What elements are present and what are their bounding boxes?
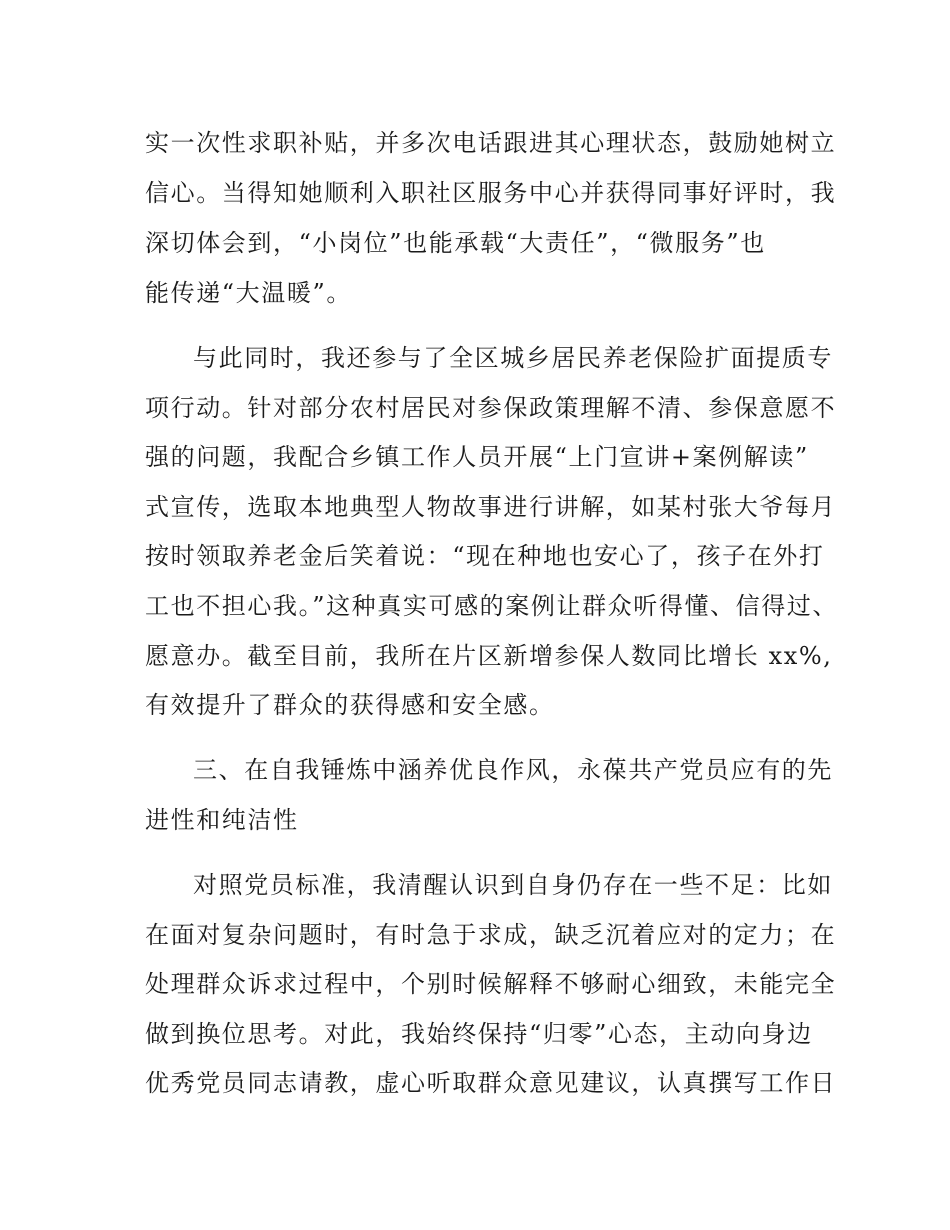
paragraph-line: 做到换位思考。对此，我始终保持“归零”心态，主动向身边 <box>145 1020 813 1048</box>
section-heading-line: 进性和纯洁性 <box>145 806 299 834</box>
paragraph-line: 能传递“大温暖”。 <box>145 279 352 307</box>
paragraph-line: 对照党员标准，我清醒认识到自身仍存在一些不足：比如 <box>193 871 833 899</box>
paragraph-line: 在面对复杂问题时，有时急于求成，缺乏沉着应对的定力；在 <box>145 921 837 949</box>
paragraph-line: 实一次性求职补贴，并多次电话跟进其心理状态，鼓励她树立 <box>145 129 837 157</box>
paragraph-line: 项行动。针对部分农村居民对参保政策理解不清、参保意愿不 <box>145 394 837 422</box>
paragraph-line: 有效提升了群众的获得感和安全感。 <box>145 691 555 719</box>
paragraph-line: 处理群众诉求过程中，个别时候解释不够耐心细致，未能完全 <box>145 970 837 998</box>
paragraph-line: 愿意办。截至目前，我所在片区新增参保人数同比增长 xx%, <box>145 642 833 670</box>
paragraph-line: 式宣传，选取本地典型人物故事进行讲解，如某村张大爷每月 <box>145 493 837 521</box>
section-heading-line: 三、在自我锤炼中涵养优良作风，永葆共产党员应有的先 <box>193 756 833 784</box>
paragraph-line: 工也不担心我。”这种真实可感的案例让群众听得懂、信得过、 <box>145 592 839 620</box>
paragraph-line: 按时领取养老金后笑着说：“现在种地也安心了，孩子在外打 <box>145 542 825 570</box>
paragraph-line: 深切体会到，“小岗位”也能承载“大责任”，“微服务”也 <box>145 229 766 257</box>
paragraph-line: 优秀党员同志请教，虚心听取群众意见建议，认真撰写工作日 <box>145 1069 837 1097</box>
paragraph-line: 与此同时，我还参与了全区城乡居民养老保险扩面提质专 <box>193 344 833 372</box>
paragraph-line: 信心。当得知她顺利入职社区服务中心并获得同事好评时，我 <box>145 179 837 207</box>
paragraph-line: 强的问题，我配合乡镇工作人员开展“上门宣讲+案例解读” <box>145 443 809 471</box>
